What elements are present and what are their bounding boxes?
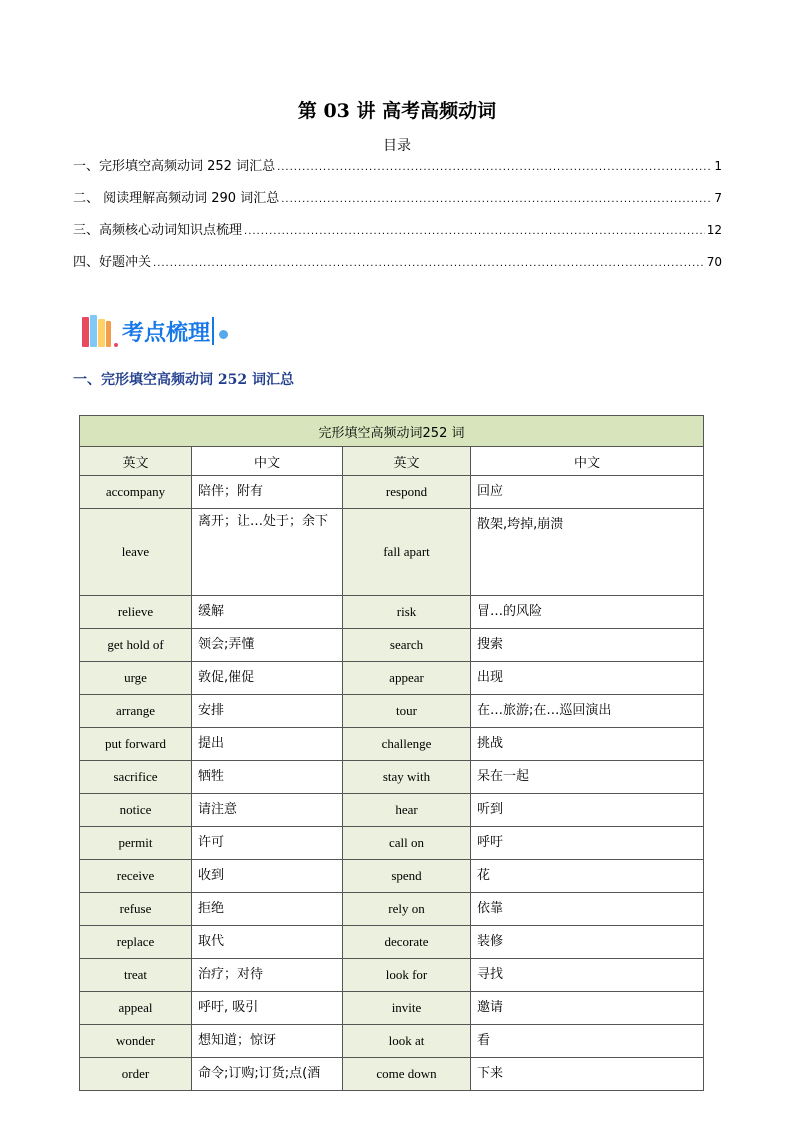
chinese-meaning: 安排 [192, 695, 343, 728]
column-header: 中文 [192, 447, 343, 476]
english-term: hear [343, 794, 471, 827]
english-term: decorate [343, 926, 471, 959]
table-row [80, 596, 704, 629]
chinese-meaning: 牺牲 [192, 761, 343, 794]
chinese-meaning: 在…旅游;在…巡回演出 [471, 695, 704, 728]
toc-leader-dots [281, 190, 712, 210]
dot-icon [219, 330, 228, 339]
chinese-meaning: 出现 [471, 662, 704, 695]
toc-leader-dots [244, 222, 705, 242]
toc-entry-page: 70 [706, 255, 722, 269]
english-term: order [80, 1058, 192, 1091]
column-header: 中文 [471, 447, 704, 476]
table-row [80, 827, 704, 860]
toc-heading: 目录 [383, 138, 411, 154]
column-header: 英文 [343, 447, 471, 476]
chinese-meaning: 花 [471, 860, 704, 893]
toc-entry-page: 1 [714, 159, 722, 173]
chinese-meaning: 呼吁, 吸引 [192, 992, 343, 1025]
english-term: accompany [80, 476, 192, 509]
english-term: permit [80, 827, 192, 860]
english-term: get hold of [80, 629, 192, 662]
chinese-meaning: 敦促,催促 [192, 662, 343, 695]
english-term: replace [80, 926, 192, 959]
chinese-meaning: 拒绝 [192, 893, 343, 926]
table-row [80, 926, 704, 959]
section-badge [82, 313, 228, 349]
table-row [80, 1025, 704, 1058]
table-row [80, 761, 704, 794]
chinese-meaning: 离开；让…处于；余下 [192, 509, 343, 596]
chinese-meaning: 想知道；惊讶 [192, 1025, 343, 1058]
chinese-meaning: 缓解 [192, 596, 343, 629]
table-row [80, 476, 704, 509]
text-caret-icon [212, 317, 214, 345]
chinese-meaning: 命令;订购;订货;点(酒 [192, 1058, 343, 1091]
table-row [80, 509, 704, 596]
english-term: come down [343, 1058, 471, 1091]
english-term: respond [343, 476, 471, 509]
chinese-meaning: 提出 [192, 728, 343, 761]
table-row [80, 794, 704, 827]
english-term: urge [80, 662, 192, 695]
table-of-contents [73, 156, 722, 284]
toc-entry-page: 7 [714, 191, 722, 205]
english-term: put forward [80, 728, 192, 761]
chinese-meaning: 收到 [192, 860, 343, 893]
chinese-meaning: 搜索 [471, 629, 704, 662]
toc-leader-dots [277, 158, 712, 178]
vocab-table [79, 415, 704, 1091]
chinese-meaning: 寻找 [471, 959, 704, 992]
chinese-meaning: 下来 [471, 1058, 704, 1091]
chinese-meaning: 依靠 [471, 893, 704, 926]
table-row [80, 629, 704, 662]
chinese-meaning: 领会;弄懂 [192, 629, 343, 662]
english-term: look for [343, 959, 471, 992]
english-term: wonder [80, 1025, 192, 1058]
english-term: look at [343, 1025, 471, 1058]
english-term: sacrifice [80, 761, 192, 794]
english-term: notice [80, 794, 192, 827]
chinese-meaning: 呼吁 [471, 827, 704, 860]
toc-leader-dots [153, 254, 705, 274]
table-row [80, 959, 704, 992]
english-term: search [343, 629, 471, 662]
column-header: 英文 [80, 447, 192, 476]
table-row [80, 1058, 704, 1091]
chinese-meaning: 呆在一起 [471, 761, 704, 794]
toc-entry-page: 12 [706, 223, 722, 237]
chinese-meaning: 陪伴；附有 [192, 476, 343, 509]
section-heading: 一、完形填空高频动词 252 词汇总 [73, 372, 294, 388]
english-term: appeal [80, 992, 192, 1025]
badge-label: 考点梳理 [122, 320, 211, 346]
table-row [80, 992, 704, 1025]
toc-entry-label: 一、完形填空高频动词 252 词汇总 [73, 159, 276, 174]
chinese-meaning: 许可 [192, 827, 343, 860]
table-row [80, 695, 704, 728]
chinese-meaning: 听到 [471, 794, 704, 827]
chinese-meaning: 散架,垮掉,崩溃 [471, 509, 704, 596]
document-title: 第 03 讲 高考高频动词 [297, 100, 497, 122]
toc-entry-label: 四、好题冲关 [73, 255, 152, 270]
chinese-meaning: 回应 [471, 476, 704, 509]
english-term: call on [343, 827, 471, 860]
chinese-meaning: 装修 [471, 926, 704, 959]
chinese-meaning: 治疗；对待 [192, 959, 343, 992]
table-row [80, 728, 704, 761]
chinese-meaning: 请注意 [192, 794, 343, 827]
english-term: relieve [80, 596, 192, 629]
english-term: arrange [80, 695, 192, 728]
english-term: stay with [343, 761, 471, 794]
english-term: challenge [343, 728, 471, 761]
chinese-meaning: 邀请 [471, 992, 704, 1025]
english-term: invite [343, 992, 471, 1025]
chinese-meaning: 取代 [192, 926, 343, 959]
english-term: refuse [80, 893, 192, 926]
toc-entry-label: 二、 阅读理解高频动词 290 词汇总 [73, 191, 280, 206]
table-row [80, 662, 704, 695]
english-term: rely on [343, 893, 471, 926]
table-row [80, 893, 704, 926]
books-icon [82, 315, 112, 347]
english-term: risk [343, 596, 471, 629]
dot-icon [114, 343, 118, 347]
english-term: spend [343, 860, 471, 893]
english-term: fall apart [343, 509, 471, 596]
english-term: treat [80, 959, 192, 992]
english-term: tour [343, 695, 471, 728]
english-term: appear [343, 662, 471, 695]
table-caption: 完形填空高频动词252 词 [80, 416, 704, 447]
toc-entry[interactable] [73, 156, 722, 188]
toc-entry[interactable] [73, 252, 722, 284]
toc-entry[interactable] [73, 188, 722, 220]
toc-entry[interactable] [73, 220, 722, 252]
english-term: leave [80, 509, 192, 596]
chinese-meaning: 挑战 [471, 728, 704, 761]
chinese-meaning: 看 [471, 1025, 704, 1058]
english-term: receive [80, 860, 192, 893]
toc-entry-label: 三、高频核心动词知识点梳理 [73, 223, 243, 238]
chinese-meaning: 冒…的风险 [471, 596, 704, 629]
table-row [80, 860, 704, 893]
